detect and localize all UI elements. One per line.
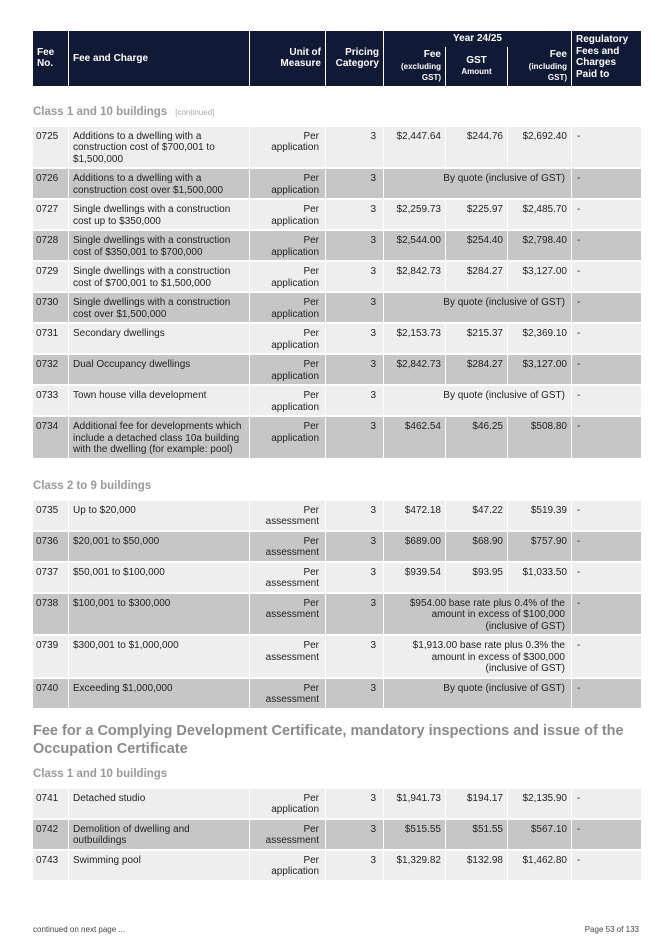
unit-of-measure: Per application (250, 293, 325, 324)
fee-excluding-gst: $2,153.73 (384, 324, 445, 355)
fee-including-gst: $1,033.50 (508, 563, 571, 594)
unit-of-measure: Per application (250, 324, 325, 355)
header-unit-of-measure: Unit of Measure (250, 31, 325, 86)
fee-excluding-gst: $939.54 (384, 563, 445, 594)
fee-including-gst: $2,135.90 (508, 789, 571, 820)
fee-excluding-gst: $2,544.00 (384, 231, 445, 262)
regulatory-paid-to: - (572, 789, 641, 820)
fee-number: 0742 (33, 820, 68, 851)
fee-excluding-gst: $1,329.82 (384, 851, 445, 882)
fee-number: 0735 (33, 501, 68, 532)
pricing-category: 3 (326, 636, 383, 679)
table-row (33, 851, 641, 882)
table-row (33, 532, 641, 563)
pricing-category: 3 (326, 355, 383, 386)
fee-table (32, 789, 642, 882)
section-title-text: Class 2 to 9 buildings (33, 479, 152, 492)
fee-number: 0730 (33, 293, 68, 324)
unit-of-measure: Per assessment (250, 820, 325, 851)
table-row (33, 789, 641, 820)
fee-description: $20,001 to $50,000 (69, 532, 249, 563)
pricing-category: 3 (326, 324, 383, 355)
fee-description: Single dwellings with a construction cost of $700,001 to $1,500,000 (69, 262, 249, 293)
pricing-category: 3 (326, 679, 383, 710)
page-number: Page 53 of 133 (584, 925, 639, 934)
regulatory-paid-to: - (572, 355, 641, 386)
gst-amount: $284.27 (446, 355, 507, 386)
header-fee-excluding (384, 47, 445, 86)
regulatory-paid-to: - (572, 636, 641, 679)
regulatory-paid-to: - (572, 417, 641, 460)
table-row (33, 262, 641, 293)
fee-including-gst: $1,462.80 (508, 851, 571, 882)
gst-amount: $47.22 (446, 501, 507, 532)
table-row (33, 200, 641, 231)
pricing-category: 3 (326, 127, 383, 170)
section-title (33, 86, 639, 127)
fee-number: 0728 (33, 231, 68, 262)
fee-quote: By quote (inclusive of GST) (384, 386, 571, 417)
section-title (33, 460, 639, 501)
fee-sections (33, 86, 639, 882)
fee-description: Detached studio (69, 789, 249, 820)
fee-quote: By quote (inclusive of GST) (384, 293, 571, 324)
fee-including-gst: $3,127.00 (508, 262, 571, 293)
fee-description: $300,001 to $1,000,000 (69, 636, 249, 679)
fee-description: Additional fee for developments which include a detached class 10a building with the dwelling (for example: pool) (69, 417, 249, 460)
unit-of-measure: Per assessment (250, 532, 325, 563)
header-fee-inc-label: Fee (549, 49, 567, 61)
gst-amount: $68.90 (446, 532, 507, 563)
unit-of-measure: Per assessment (250, 636, 325, 679)
table-row (33, 355, 641, 386)
header-gst (446, 47, 507, 86)
unit-of-measure: Per application (250, 386, 325, 417)
fee-table (32, 501, 642, 710)
regulatory-paid-to: - (572, 200, 641, 231)
header-regulatory: Regulatory Fees and Charges Paid to (572, 31, 641, 86)
table-row (33, 231, 641, 262)
header-fee-inc-sub: (including GST) (528, 61, 567, 82)
pricing-category: 3 (326, 501, 383, 532)
fee-description: Single dwellings with a construction cost up to $350,000 (69, 200, 249, 231)
section-title-text: Class 1 and 10 buildings (33, 105, 168, 118)
header-fee-no: Fee No. (33, 31, 68, 86)
fee-number: 0727 (33, 200, 68, 231)
fee-description: Town house villa development (69, 386, 249, 417)
regulatory-paid-to: - (572, 324, 641, 355)
pricing-category: 3 (326, 262, 383, 293)
unit-of-measure: Per assessment (250, 594, 325, 637)
regulatory-paid-to: - (572, 262, 641, 293)
gst-amount: $284.27 (446, 262, 507, 293)
fee-number: 0726 (33, 169, 68, 200)
fee-description: Up to $20,000 (69, 501, 249, 532)
gst-amount: $51.55 (446, 820, 507, 851)
header-year: Year 24/25 (384, 31, 571, 47)
pricing-category: 3 (326, 386, 383, 417)
gst-amount: $215.37 (446, 324, 507, 355)
fee-number: 0733 (33, 386, 68, 417)
fee-quote: By quote (inclusive of GST) (384, 679, 571, 710)
fee-number: 0732 (33, 355, 68, 386)
unit-of-measure: Per assessment (250, 501, 325, 532)
regulatory-paid-to: - (572, 851, 641, 882)
unit-of-measure: Per application (250, 789, 325, 820)
regulatory-paid-to: - (572, 169, 641, 200)
fee-description: $50,001 to $100,000 (69, 563, 249, 594)
fee-including-gst: $2,369.10 (508, 324, 571, 355)
pricing-category: 3 (326, 789, 383, 820)
fee-excluding-gst: $462.54 (384, 417, 445, 460)
fee-number: 0736 (33, 532, 68, 563)
pricing-category: 3 (326, 532, 383, 563)
pricing-category: 3 (326, 169, 383, 200)
fee-excluding-gst: $472.18 (384, 501, 445, 532)
fee-description: Single dwellings with a construction cost of $350,001 to $700,000 (69, 231, 249, 262)
unit-of-measure: Per application (250, 262, 325, 293)
fee-description: Additions to a dwelling with a construction cost of $700,001 to $1,500,000 (69, 127, 249, 170)
fee-excluding-gst: $689.00 (384, 532, 445, 563)
fee-including-gst: $2,692.40 (508, 127, 571, 170)
fee-number: 0738 (33, 594, 68, 637)
table-row (33, 169, 641, 200)
regulatory-paid-to: - (572, 532, 641, 563)
continued-note: continued on next page ... (33, 925, 126, 934)
pricing-category: 3 (326, 231, 383, 262)
fee-description: $100,001 to $300,000 (69, 594, 249, 637)
table-row (33, 679, 641, 710)
section-title (33, 764, 639, 789)
fee-description: Single dwellings with a construction cost over $1,500,000 (69, 293, 249, 324)
table-row (33, 820, 641, 851)
fee-quote: By quote (inclusive of GST) (384, 169, 571, 200)
gst-amount: $93.95 (446, 563, 507, 594)
gst-amount: $225.97 (446, 200, 507, 231)
section-heading: Fee for a Complying Development Certificate, mandatory inspections and issue of the Occupation Certificate (33, 722, 624, 757)
regulatory-paid-to: - (572, 563, 641, 594)
unit-of-measure: Per assessment (250, 679, 325, 710)
pricing-category: 3 (326, 820, 383, 851)
fee-number: 0734 (33, 417, 68, 460)
table-row (33, 417, 641, 460)
regulatory-paid-to: - (572, 386, 641, 417)
fee-description: Dual Occupancy dwellings (69, 355, 249, 386)
header-fee-and-charge: Fee and Charge (69, 31, 249, 86)
unit-of-measure: Per application (250, 355, 325, 386)
table-row (33, 324, 641, 355)
fee-excluding-gst: $2,842.73 (384, 355, 445, 386)
table-row (33, 594, 641, 637)
fee-quote: $1,913.00 base rate plus 0.3% the amount in excess of $300,000 (inclusive of GST) (384, 636, 571, 679)
unit-of-measure: Per application (250, 169, 325, 200)
gst-amount: $244.76 (446, 127, 507, 170)
fee-including-gst: $2,485.70 (508, 200, 571, 231)
table-row (33, 636, 641, 679)
fee-table-header (32, 31, 642, 86)
section-continued-note: [continued] (175, 107, 215, 117)
pricing-category: 3 (326, 594, 383, 637)
fee-including-gst: $567.10 (508, 820, 571, 851)
fee-excluding-gst: $2,447.64 (384, 127, 445, 170)
fee-description: Additions to a dwelling with a construction cost over $1,500,000 (69, 169, 249, 200)
fee-number: 0725 (33, 127, 68, 170)
regulatory-paid-to: - (572, 127, 641, 170)
unit-of-measure: Per application (250, 127, 325, 170)
table-row (33, 127, 641, 170)
pricing-category: 3 (326, 293, 383, 324)
fee-description: Secondary dwellings (69, 324, 249, 355)
table-row (33, 386, 641, 417)
table-row (33, 293, 641, 324)
regulatory-paid-to: - (572, 820, 641, 851)
fee-number: 0731 (33, 324, 68, 355)
fee-description: Swimming pool (69, 851, 249, 882)
unit-of-measure: Per application (250, 417, 325, 460)
regulatory-paid-to: - (572, 231, 641, 262)
pricing-category: 3 (326, 417, 383, 460)
unit-of-measure: Per application (250, 851, 325, 882)
header-gst-label: GST (466, 54, 487, 66)
pricing-category: 3 (326, 200, 383, 231)
gst-amount: $46.25 (446, 417, 507, 460)
fee-number: 0737 (33, 563, 68, 594)
gst-amount: $132.98 (446, 851, 507, 882)
fee-number: 0740 (33, 679, 68, 710)
fee-including-gst: $757.90 (508, 532, 571, 563)
fee-number: 0739 (33, 636, 68, 679)
table-row (33, 501, 641, 532)
gst-amount: $194.17 (446, 789, 507, 820)
fee-table (32, 127, 642, 460)
pricing-category: 3 (326, 851, 383, 882)
header-fee-ex-sub: (excluding GST) (400, 61, 441, 82)
fee-including-gst: $508.80 (508, 417, 571, 460)
fee-including-gst: $3,127.00 (508, 355, 571, 386)
unit-of-measure: Per application (250, 231, 325, 262)
fee-number: 0741 (33, 789, 68, 820)
header-fee-ex-label: Fee (423, 49, 441, 61)
header-gst-sub: Amount (461, 67, 492, 77)
fee-excluding-gst: $515.55 (384, 820, 445, 851)
fee-description: Demolition of dwelling and outbuildings (69, 820, 249, 851)
unit-of-measure: Per application (250, 200, 325, 231)
fee-quote: $954.00 base rate plus 0.4% of the amount in excess of $100,000 (inclusive of GST) (384, 594, 571, 637)
fee-excluding-gst: $2,259.73 (384, 200, 445, 231)
gst-amount: $254.40 (446, 231, 507, 262)
header-fee-including (508, 47, 571, 86)
regulatory-paid-to: - (572, 594, 641, 637)
fee-number: 0743 (33, 851, 68, 882)
fee-number: 0729 (33, 262, 68, 293)
regulatory-paid-to: - (572, 679, 641, 710)
fee-including-gst: $519.39 (508, 501, 571, 532)
fee-excluding-gst: $2,842.73 (384, 262, 445, 293)
unit-of-measure: Per assessment (250, 563, 325, 594)
fee-description: Exceeding $1,000,000 (69, 679, 249, 710)
pricing-category: 3 (326, 563, 383, 594)
header-pricing-category: Pricing Category (326, 31, 383, 86)
fee-excluding-gst: $1,941.73 (384, 789, 445, 820)
section-title-text: Class 1 and 10 buildings (33, 767, 168, 780)
regulatory-paid-to: - (572, 293, 641, 324)
regulatory-paid-to: - (572, 501, 641, 532)
table-row (33, 563, 641, 594)
fee-including-gst: $2,798.40 (508, 231, 571, 262)
page (33, 31, 639, 882)
